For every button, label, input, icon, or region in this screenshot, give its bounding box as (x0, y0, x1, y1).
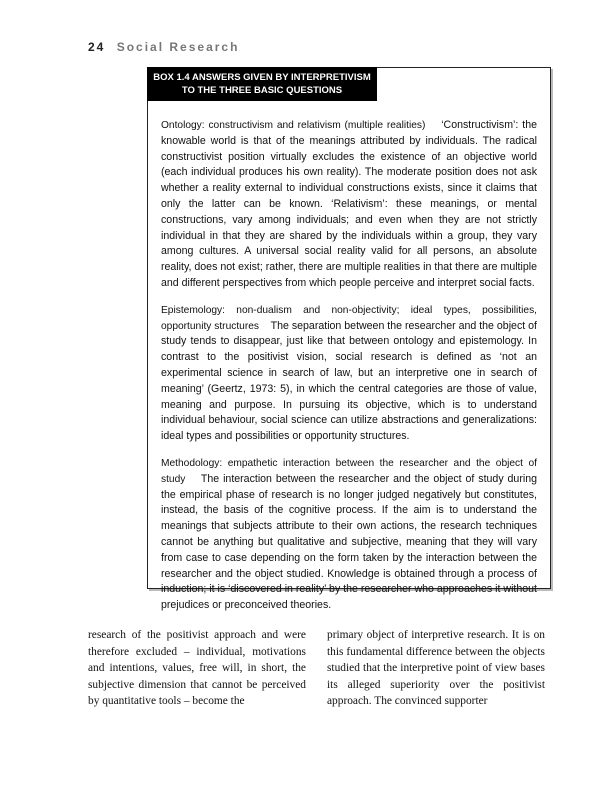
ontology-paragraph (161, 118, 537, 292)
body-column-left: research of the positivist approach and were therefore excluded – individual, motivations and intentions, values, free will, in short, the subjective dimension that cannot be perceived by quantitative tools – become the (88, 629, 306, 707)
ontology-lead: Ontology: constructivism and relativism (multiple realities) (161, 120, 426, 131)
methodology-paragraph (161, 456, 537, 614)
box-title-line-1: BOX 1.4 ANSWERS GIVEN BY INTERPRETIVISM (153, 72, 371, 83)
epistemology-paragraph (161, 303, 537, 445)
box-title (147, 67, 377, 101)
epistemology-text: The separation between the researcher and the object of study tends to disappear, just like that between ontology and epistemology. In contrast to the positivist vision, social research is defined as ‘not an experimental science in search of law, but an interpretive one in search of meaning’ (Geertz, 1973: 5), in which the central categories are those of value, meaning and purpose. In pursuing its objective, which is to understand individual behaviour, social science can utilize abstractions and generalizations: ideal types and possibilities or opportunity structures. (161, 319, 537, 443)
methodology-text: The interaction between the researcher and the object of study during the empirical phase of research is no longer judged negatively but constitutes, instead, the basis of the cognitive process. If the aim is to understand the meanings that subjects attribute to their own actions, the research techniques cannot be anything but qualitative and subjective, meaning that they will vary from case to case depending on the form taken by the interaction between the researcher and the object studied. Knowledge is obtained through a process of induction; it is ‘discovered in reality’ by the researcher who approaches it without prejudices or preconceived theories. (161, 472, 537, 612)
ontology-text: ‘Constructivism’: the knowable world is that of the meanings attributed by individuals. The radical constructivist position virtually excludes the existence of an objective world (each individual produces his own reality). The moderate position does not ask whether a reality external to individual constructions exists, since it claims that only the latter can be known. ‘Relativism’: these meanings, or mental constructions, vary among individuals; and even when they are not strictly individual in that they are shared by the individuals within a group, they vary among cultures. A universal social reality valid for all persons, an absolute reality, does not exist; rather, there are multiple realities in that there are multiple and different perspectives from which people perceive and interpret social facts. (161, 119, 537, 289)
running-header (88, 40, 239, 54)
epistemology-lead: Epistemology: non-dualism and non-objectivity; ideal types, possibilities, opportunity structures (161, 304, 537, 332)
body-column-right: primary object of interpretive research. It is on this fundamental difference between the objects studied that the interpretive point of view bases its alleged superiority over the positivist approach. The convinced supporter (327, 629, 545, 707)
running-title: Social Research (116, 40, 240, 54)
box-title-line-2: TO THE THREE BASIC QUESTIONS (181, 85, 343, 96)
methodology-lead: Methodology: empathetic interaction between the researcher and the object of study (161, 457, 537, 485)
box-body (161, 118, 537, 625)
page-number: 24 (88, 40, 106, 54)
